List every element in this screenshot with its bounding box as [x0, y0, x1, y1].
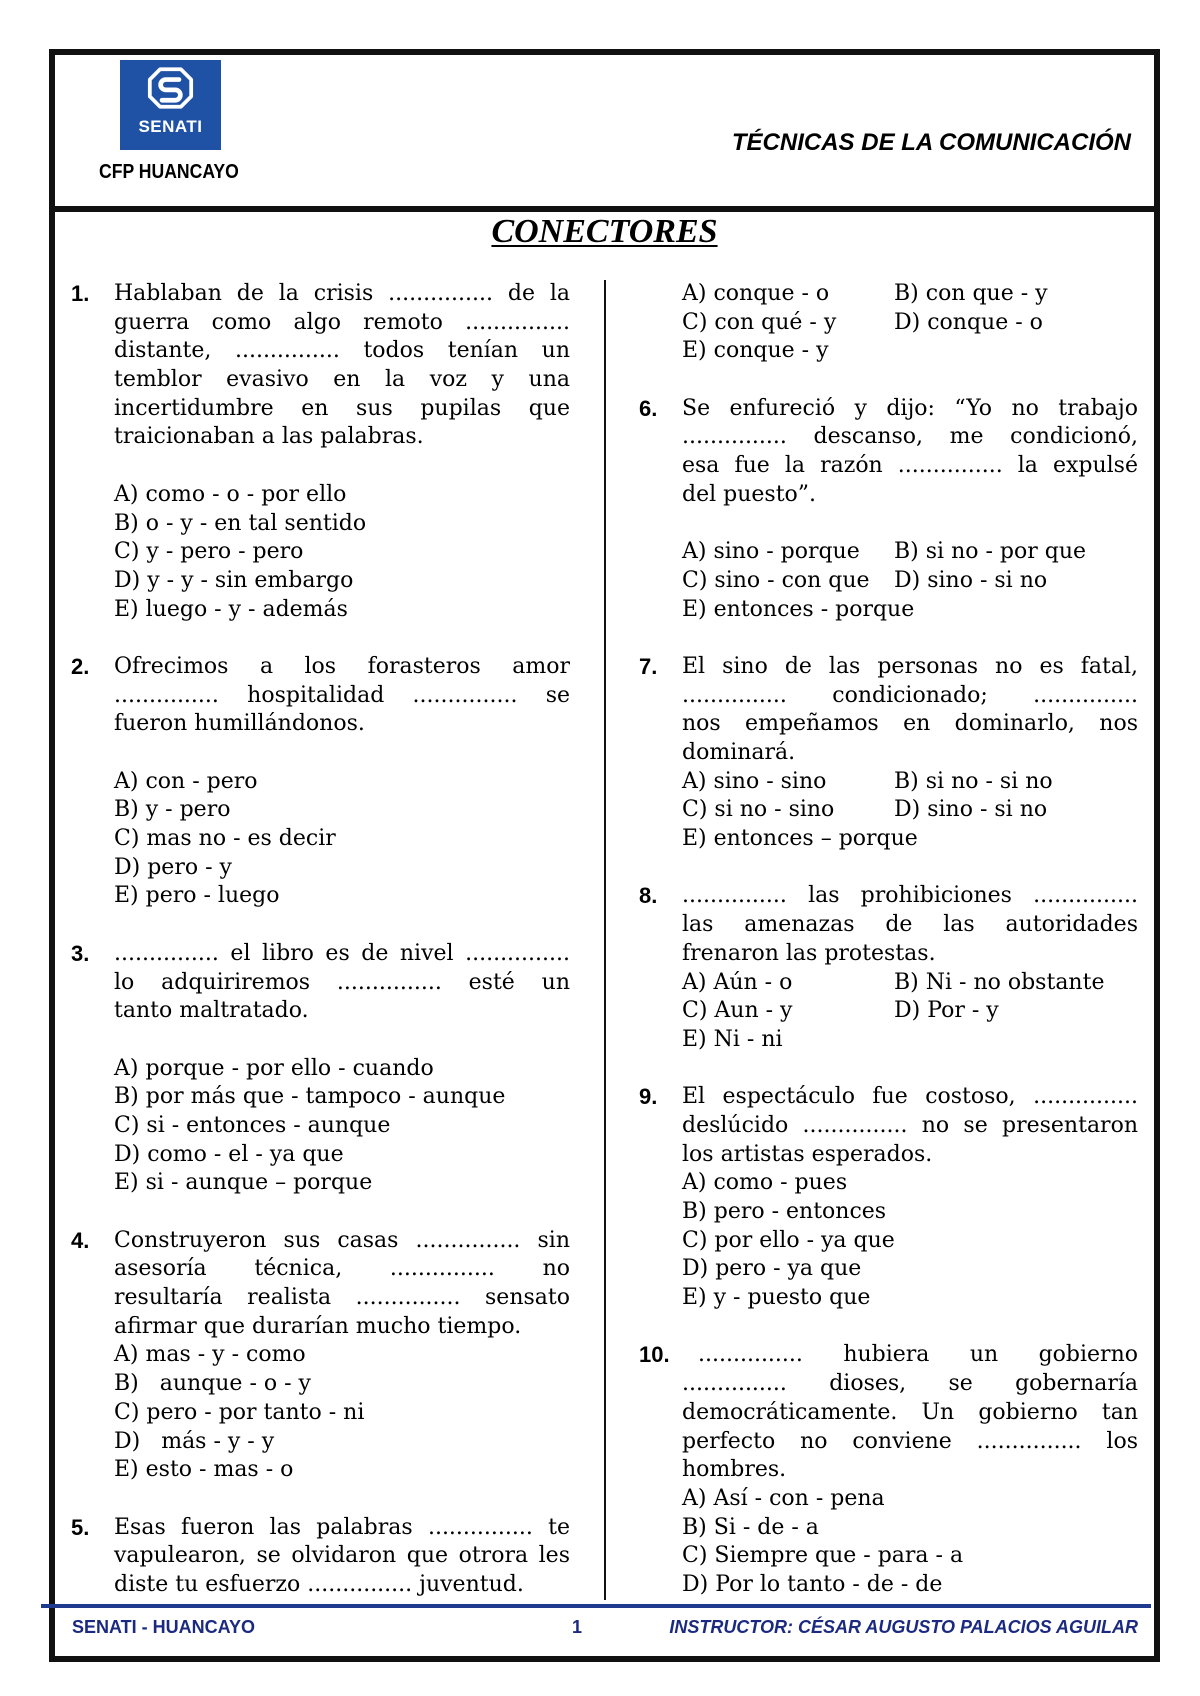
answer-option: A) sino - porque: [682, 539, 860, 565]
answer-option: C) Aun - y: [682, 998, 793, 1024]
answer-option: D) conque - o: [894, 309, 1043, 335]
question-number: 8.: [639, 883, 658, 909]
question-text-line: ............... descanso, me condicionó,: [682, 424, 1138, 450]
answer-option: A) Así - con - pena: [682, 1485, 885, 1511]
right-column: [639, 280, 1138, 1600]
answer-option: A) mas - y - como: [114, 1342, 306, 1368]
answer-option: E) conque - y: [682, 338, 829, 364]
answer-option: D) sino - si no: [894, 797, 1048, 823]
question-text-line: del puesto”.: [682, 481, 817, 507]
question-text-line: los artistas esperados.: [682, 1141, 933, 1167]
answer-option: D) sino - si no: [894, 567, 1048, 593]
left-column: [71, 280, 570, 1600]
answer-option: D) y - y - sin embargo: [114, 567, 354, 593]
answer-option: C) mas no - es decir: [114, 826, 336, 852]
answer-option: E) entonces – porque: [682, 826, 918, 852]
question-text-line: El espectáculo fue costoso, ...............: [682, 1084, 1138, 1110]
answer-option: C) y - pero - pero: [114, 539, 304, 565]
question-9-options: [682, 1169, 1138, 1312]
answer-option: D) como - el - ya que: [114, 1141, 344, 1167]
question-2: [71, 653, 570, 739]
question-text-line: lo adquiriremos ............... esté un: [114, 969, 570, 995]
question-6: [639, 395, 1138, 510]
answer-option: C) si no - sino: [682, 797, 835, 823]
campus-name: CFP HUANCAYO: [99, 161, 239, 183]
question-text-line: esa fue la razón ............... la expulsé: [682, 453, 1138, 479]
question-text-line: traicionaban a las palabras.: [114, 424, 424, 450]
question-text-line: Hablaban de la crisis ............... de la: [114, 281, 570, 306]
question-3: [71, 940, 570, 1026]
answer-option: A) Aún - o: [682, 969, 793, 995]
answer-option: D) Por lo tanto - de - de: [682, 1571, 943, 1597]
answer-option: B) y - pero: [114, 797, 231, 823]
question-text-line: ............... el libro es de nivel ...............: [114, 940, 570, 966]
question-text-line: asesoría técnica, ............... no: [114, 1256, 570, 1282]
answer-option: E) si - aunque – porque: [114, 1170, 373, 1196]
answer-option: B) o - y - en tal sentido: [114, 510, 367, 536]
question-4: [71, 1227, 570, 1342]
footer-rule: [41, 1604, 1151, 1608]
answer-option: A) sino - sino: [682, 768, 827, 794]
answer-option: C) pero - por tanto - ni: [114, 1399, 365, 1425]
question-number: 5.: [71, 1514, 90, 1540]
question-number: 7.: [639, 653, 658, 679]
answer-option: B) con que - y: [894, 281, 1048, 306]
question-number: 3.: [71, 940, 90, 966]
answer-option: B) si no - si no: [894, 768, 1053, 794]
footer-institution: SENATI - HUANCAYO: [72, 1617, 256, 1637]
question-7: [639, 653, 1138, 768]
answer-option: E) esto - mas - o: [114, 1457, 294, 1483]
question-number: 10.: [639, 1342, 670, 1368]
question-text-line: diste tu esfuerzo ............... juventud.: [114, 1571, 524, 1597]
answer-option: E) Ni - ni: [682, 1026, 783, 1052]
question-text-line: fueron humillándonos.: [114, 711, 365, 737]
question-9: [639, 1083, 1138, 1169]
footer-instructor: INSTRUCTOR: CÉSAR AUGUSTO PALACIOS AGUILAR: [669, 1617, 1138, 1637]
answer-option: A) como - pues: [682, 1170, 848, 1196]
question-text-line: ............... hospitalidad ............... se: [114, 682, 570, 708]
question-10: [639, 1341, 1138, 1484]
question-number: 1.: [71, 281, 90, 306]
question-number: 4.: [71, 1227, 90, 1253]
answer-option: D) pero - ya que: [682, 1256, 862, 1282]
question-text-line: hombres.: [682, 1457, 787, 1483]
question-8-options: [682, 969, 1138, 1055]
senati-logo: [120, 60, 221, 150]
page-title: CONECTORES: [491, 213, 718, 250]
question-text-line: tanto maltratado.: [114, 998, 309, 1024]
question-text-line: democráticamente. Un gobierno tan: [682, 1399, 1138, 1425]
question-text-line: deslúcido ............... no se presentaron: [682, 1112, 1138, 1138]
question-text-line: ............... condicionado; ...............: [682, 682, 1138, 708]
question-3-options: [114, 1055, 570, 1198]
question-text-line: guerra como algo remoto ...............: [114, 309, 570, 335]
question-text-line: temblor evasivo en la voz y una: [114, 367, 570, 393]
question-text-line: ............... dioses, se gobernaría: [682, 1371, 1138, 1397]
senati-s-icon: [147, 66, 194, 110]
question-number: 6.: [639, 395, 658, 421]
answer-option: C) Siempre que - para - a: [682, 1543, 964, 1569]
answer-option: C) si - entonces - aunque: [114, 1112, 391, 1138]
answer-option: A) porque - por ello - cuando: [114, 1055, 434, 1081]
answer-option: E) y - puesto que: [682, 1285, 871, 1311]
question-text-line: Construyeron sus casas ............... sin: [114, 1227, 570, 1253]
question-text-line: ............... las prohibiciones ...............: [682, 883, 1138, 909]
course-title: TÉCNICAS DE LA COMUNICACIÓN: [731, 129, 1131, 156]
question-text-line: afirmar que durarían mucho tiempo.: [114, 1313, 522, 1339]
question-text-line: vapulearon, se olvidaron que otrora les: [114, 1543, 570, 1569]
answer-option: A) como - o - por ello: [114, 481, 347, 507]
question-10-options: [682, 1485, 1138, 1600]
answer-option: C) con qué - y: [682, 309, 837, 335]
answer-option: B) pero - entonces: [682, 1199, 887, 1224]
answer-option: A) con - pero: [114, 768, 258, 794]
question-4-options: [114, 1341, 570, 1484]
answer-option: C) por ello - ya que: [682, 1227, 895, 1253]
question-text-line: Esas fueron las palabras ............... te: [114, 1514, 570, 1540]
question-number: 9.: [639, 1084, 658, 1110]
question-6-options: [682, 538, 1138, 624]
question-2-options: [114, 768, 570, 911]
question-text-line: ............... hubiera un gobierno: [698, 1342, 1138, 1368]
answer-option: B) Si - de - a: [682, 1514, 819, 1540]
question-text-line: incertidumbre en sus pupilas que: [114, 395, 570, 421]
column-divider: [604, 280, 606, 1600]
question-text-line: Ofrecimos a los forasteros amor: [114, 653, 570, 679]
answer-option: E) pero - luego: [114, 883, 280, 909]
page-number: 1: [572, 1617, 583, 1637]
answer-option: E) luego - y - además: [114, 596, 348, 622]
answer-option: E) entonces - porque: [682, 596, 915, 622]
logo-text: SENATI: [138, 117, 203, 136]
question-text-line: las amenazas de las autoridades: [682, 912, 1138, 938]
answer-option: B) aunque - o - y: [114, 1371, 311, 1397]
question-text-line: nos empeñamos en dominarlo, nos: [682, 711, 1138, 737]
question-text-line: resultaría realista ............... sensato: [114, 1285, 570, 1311]
answer-option: B) Ni - no obstante: [894, 969, 1105, 995]
question-8: [639, 882, 1138, 968]
question-7-options: [682, 768, 1138, 854]
question-5-options: [682, 280, 1138, 366]
answer-option: D) más - y - y: [114, 1428, 275, 1454]
question-text-line: frenaron las protestas.: [682, 940, 936, 966]
question-text-line: distante, ............... todos tenían un: [114, 338, 570, 364]
question-text-line: perfecto no conviene ............... los: [682, 1428, 1138, 1454]
answer-option: A) conque - o: [682, 281, 830, 306]
answer-option: B) si no - por que: [894, 539, 1087, 565]
answer-option: C) sino - con que: [682, 567, 870, 593]
question-5: [71, 1514, 570, 1600]
answer-option: B) por más que - tampoco - aunque: [114, 1084, 506, 1110]
question-1-options: [114, 481, 570, 624]
question-1: [71, 280, 570, 452]
question-text-line: Se enfureció y dijo: “Yo no trabajo: [682, 395, 1138, 421]
answer-option: D) Por - y: [894, 998, 999, 1024]
answer-option: D) pero - y: [114, 854, 232, 880]
question-text-line: dominará.: [682, 740, 796, 765]
question-number: 2.: [71, 653, 90, 679]
question-text-line: El sino de las personas no es fatal,: [682, 653, 1138, 679]
